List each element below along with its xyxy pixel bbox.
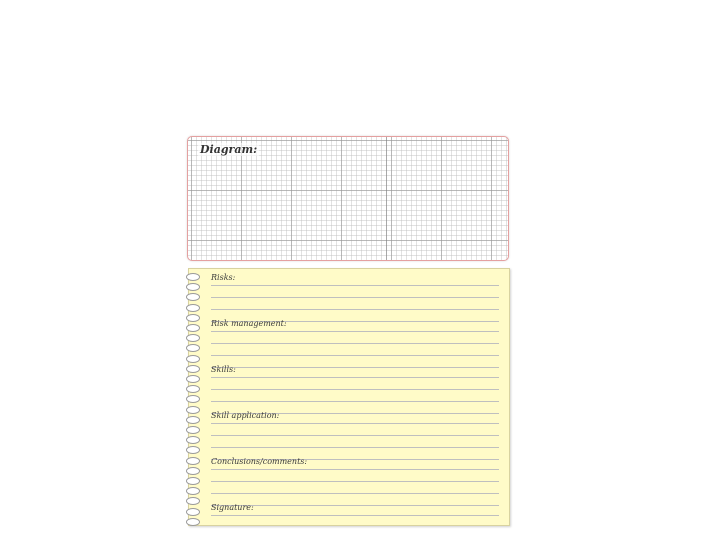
- binding-ring: [186, 477, 200, 485]
- section-label-risk-management: Risk management:: [211, 319, 287, 328]
- binding-ring: [186, 426, 200, 434]
- binding-ring: [186, 395, 200, 403]
- section-label-signature: Signature:: [211, 503, 254, 512]
- binding-ring: [186, 344, 200, 352]
- notepad: [188, 268, 510, 526]
- binding-ring: [186, 436, 200, 444]
- binding-ring: [186, 508, 200, 516]
- diagram-center-rule: [386, 137, 387, 260]
- ruled-line: [211, 481, 499, 482]
- ruled-line: [211, 355, 499, 356]
- ruled-line: [211, 423, 499, 424]
- diagram-title: Diagram:: [200, 143, 258, 156]
- binding-ring: [186, 406, 200, 414]
- binding-ring: [186, 446, 200, 454]
- ruled-line: [211, 515, 499, 516]
- binding-ring: [186, 273, 200, 281]
- binding-ring: [186, 497, 200, 505]
- ruled-line: [211, 389, 499, 390]
- binding-ring: [186, 375, 200, 383]
- section-label-skill-application: Skill application:: [211, 411, 280, 420]
- ruled-line: [211, 343, 499, 344]
- binding-ring: [186, 334, 200, 342]
- binding-ring: [186, 467, 200, 475]
- ruled-line: [211, 377, 499, 378]
- binding-ring: [186, 457, 200, 465]
- ruled-line: [211, 309, 499, 310]
- binding-ring: [186, 365, 200, 373]
- binding-ring: [186, 416, 200, 424]
- ruled-line: [211, 505, 499, 506]
- binding-ring: [186, 487, 200, 495]
- binding-ring: [186, 385, 200, 393]
- binding-ring: [186, 324, 200, 332]
- section-label-risks: Risks:: [211, 273, 236, 282]
- ruled-line: [211, 297, 499, 298]
- diagram-card: [187, 136, 509, 261]
- binding-ring: [186, 283, 200, 291]
- ruled-line: [211, 447, 499, 448]
- ruled-line: [211, 285, 499, 286]
- ruled-line: [211, 331, 499, 332]
- ruled-line: [211, 493, 499, 494]
- ruled-line: [211, 435, 499, 436]
- ruled-line: [211, 367, 499, 368]
- binding-ring: [186, 293, 200, 301]
- section-label-skills: Skills:: [211, 365, 236, 374]
- ruled-line: [211, 401, 499, 402]
- binding-ring: [186, 314, 200, 322]
- ruled-line: [211, 469, 499, 470]
- binding-ring: [186, 518, 200, 526]
- section-label-conclusions: Conclusions/comments:: [211, 457, 308, 466]
- binding-ring: [186, 355, 200, 363]
- binding-ring: [186, 304, 200, 312]
- spiral-binding: [186, 273, 204, 527]
